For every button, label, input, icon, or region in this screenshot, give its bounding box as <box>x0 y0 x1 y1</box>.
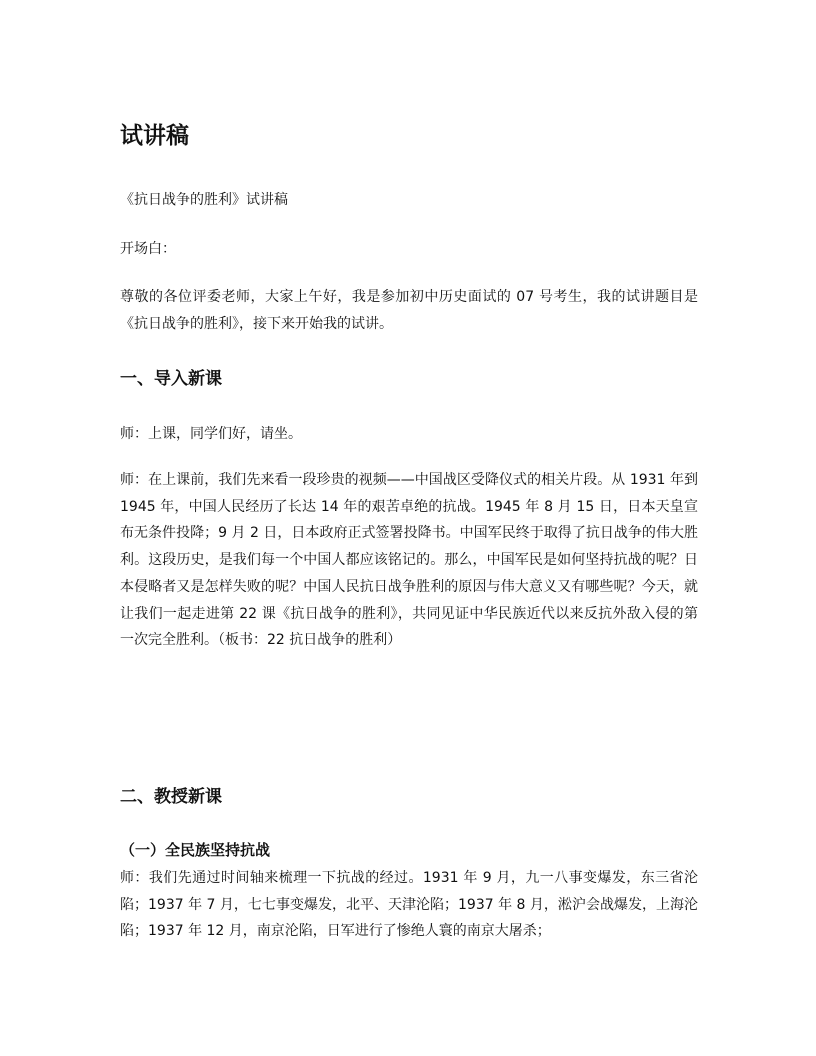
document-title: 试讲稿 <box>120 123 189 149</box>
opening-label: 开场白： <box>120 241 176 257</box>
section-1-paragraph-2: 师：在上课前，我们先来看一段珍贵的视频——中国战区受降仪式的相关片段。从 1931 年到 1945 年，中国人民经历了长达 14 年的艰苦卓绝的抗战。1945 年 8 月 15 日，日本天皇宣布无条件投降；9 月 2 日，日本政府正式签署投降书。中国军民终于取得了抗日战争的伟大胜利。这段历史，是我们每一个中国人都应该铭记的。那么，中国军民是如何坚持抗战的呢？日本侵略者又是怎样失败的呢？中国人民抗日战争胜利的原因与伟大意义又有哪些呢？今天，就让我们一起走进第 22 课《抗日战争的胜利》，共同见证中华民族近代以来反抗外敌入侵的第一次完全胜利。（板书：22 抗日战争的胜利） <box>120 472 698 649</box>
section-1-heading: 一、导入新课 <box>120 369 222 389</box>
subsection-1-heading: （一）全民族坚持抗战 <box>120 841 271 859</box>
section-1-paragraph-1: 师：上课，同学们好，请坐。 <box>120 426 302 442</box>
document-subtitle: 《抗日战争的胜利》试讲稿 <box>120 192 288 208</box>
section-2-heading: 二、教授新课 <box>120 787 222 807</box>
subsection-1-paragraph: 师：我们先通过时间轴来梳理一下抗战的经过。1931 年 9 月，九一八事变爆发，东三省沦陷；1937 年 7 月，七七事变爆发，北平、天津沦陷；1937 年 8 月，淞沪会战爆发，上海沦陷；1937 年 12 月，南京沦陷，日军进行了惨绝人寰的南京大屠杀； <box>120 870 698 940</box>
opening-paragraph: 尊敬的各位评委老师，大家上午好，我是参加初中历史面试的 07 号考生，我的试讲题目是《抗日战争的胜利》，接下来开始我的试讲。 <box>120 289 698 332</box>
